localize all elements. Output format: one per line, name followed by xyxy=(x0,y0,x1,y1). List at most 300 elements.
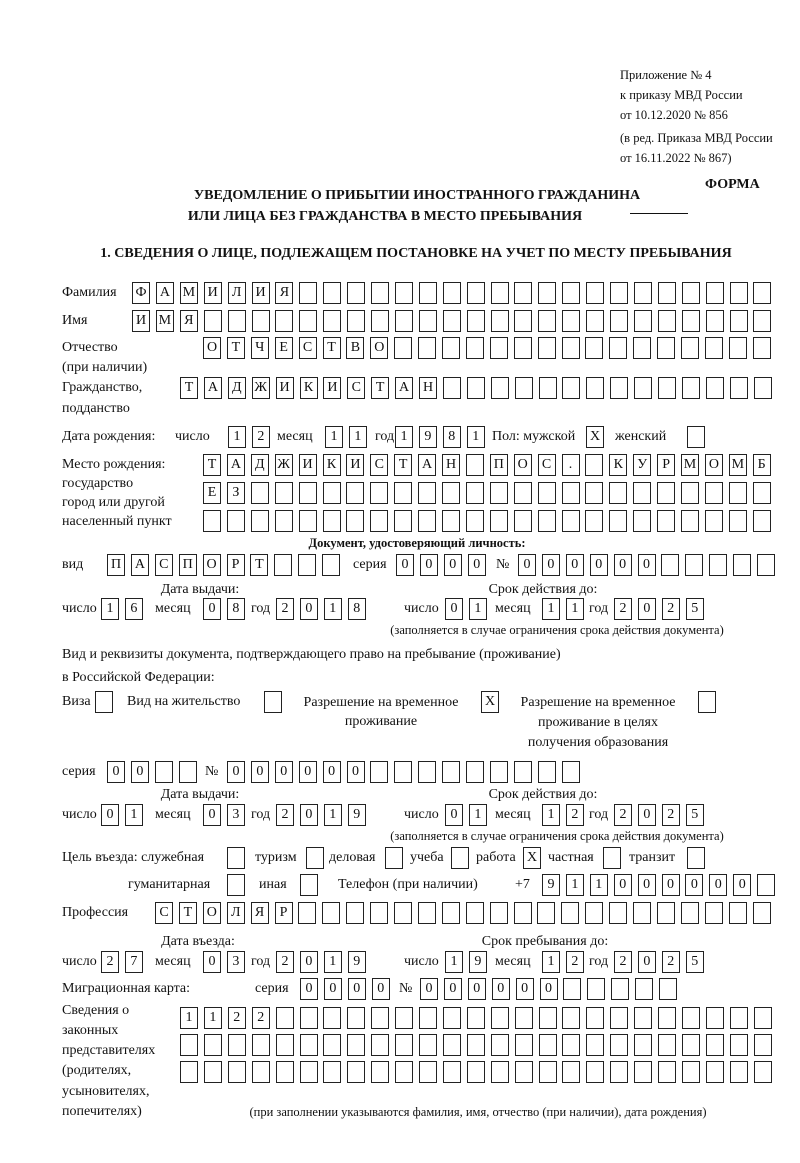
char-box[interactable] xyxy=(491,1007,509,1029)
char-box[interactable]: 1 xyxy=(445,951,463,973)
char-box[interactable] xyxy=(705,337,723,359)
char-box[interactable] xyxy=(443,1007,461,1029)
char-box[interactable] xyxy=(514,337,532,359)
char-box[interactable] xyxy=(709,554,727,576)
char-box[interactable] xyxy=(729,902,747,924)
char-box[interactable] xyxy=(371,282,389,304)
char-box[interactable]: О xyxy=(203,902,221,924)
char-box[interactable]: 0 xyxy=(275,761,293,783)
char-box[interactable] xyxy=(466,482,484,504)
char-box[interactable] xyxy=(634,1007,652,1029)
char-box[interactable] xyxy=(370,510,388,532)
char-box[interactable] xyxy=(730,310,748,332)
char-box[interactable]: 2 xyxy=(614,598,632,620)
char-box[interactable] xyxy=(586,1034,604,1056)
char-box[interactable] xyxy=(609,482,627,504)
char-box[interactable] xyxy=(298,554,316,576)
char-box[interactable]: 0 xyxy=(638,951,656,973)
char-box[interactable]: А xyxy=(395,377,413,399)
char-box[interactable] xyxy=(467,377,485,399)
char-box[interactable] xyxy=(685,554,703,576)
char-box[interactable]: Т xyxy=(250,554,268,576)
char-box[interactable] xyxy=(585,902,603,924)
char-box[interactable] xyxy=(299,282,317,304)
char-box[interactable]: С xyxy=(347,377,365,399)
char-box[interactable] xyxy=(730,1034,748,1056)
char-box[interactable] xyxy=(252,1061,270,1083)
checkbox[interactable] xyxy=(264,691,282,713)
char-box[interactable] xyxy=(754,377,772,399)
char-box[interactable]: 0 xyxy=(566,554,584,576)
char-box[interactable] xyxy=(251,482,269,504)
char-box[interactable]: М xyxy=(729,454,747,476)
char-box[interactable] xyxy=(467,1007,485,1029)
checkbox[interactable] xyxy=(306,847,324,869)
char-box[interactable]: Р xyxy=(275,902,293,924)
char-box[interactable] xyxy=(443,377,461,399)
char-box[interactable] xyxy=(514,902,532,924)
char-box[interactable] xyxy=(228,310,246,332)
char-box[interactable] xyxy=(443,282,461,304)
char-box[interactable]: 0 xyxy=(614,874,632,896)
char-box[interactable]: 0 xyxy=(444,978,462,1000)
char-box[interactable] xyxy=(586,1061,604,1083)
char-box[interactable] xyxy=(658,1061,676,1083)
char-box[interactable]: 1 xyxy=(590,874,608,896)
char-box[interactable]: 1 xyxy=(125,804,143,826)
char-box[interactable]: 0 xyxy=(324,978,342,1000)
char-box[interactable] xyxy=(730,377,748,399)
char-box[interactable]: 1 xyxy=(469,598,487,620)
char-box[interactable]: 1 xyxy=(566,598,584,620)
char-box[interactable]: 1 xyxy=(469,804,487,826)
char-box[interactable]: 0 xyxy=(542,554,560,576)
char-box[interactable] xyxy=(729,510,747,532)
char-box[interactable] xyxy=(753,310,771,332)
char-box[interactable]: 0 xyxy=(203,951,221,973)
char-box[interactable] xyxy=(300,1007,318,1029)
char-box[interactable]: 1 xyxy=(349,426,367,448)
char-box[interactable] xyxy=(658,1007,676,1029)
char-box[interactable]: Д xyxy=(251,454,269,476)
char-box[interactable] xyxy=(419,1061,437,1083)
char-box[interactable]: 0 xyxy=(492,978,510,1000)
char-box[interactable] xyxy=(490,337,508,359)
char-box[interactable] xyxy=(706,1061,724,1083)
char-box[interactable]: 1 xyxy=(204,1007,222,1029)
char-box[interactable]: 2 xyxy=(566,951,584,973)
char-box[interactable] xyxy=(323,1061,341,1083)
char-box[interactable]: И xyxy=(276,377,294,399)
char-box[interactable] xyxy=(610,1007,628,1029)
char-box[interactable]: 0 xyxy=(396,554,414,576)
char-box[interactable]: 2 xyxy=(276,804,294,826)
char-box[interactable] xyxy=(610,1061,628,1083)
char-box[interactable]: 8 xyxy=(227,598,245,620)
char-box[interactable] xyxy=(539,1007,557,1029)
char-box[interactable] xyxy=(394,510,412,532)
char-box[interactable] xyxy=(251,510,269,532)
char-box[interactable] xyxy=(682,282,700,304)
char-box[interactable] xyxy=(657,482,675,504)
char-box[interactable] xyxy=(275,510,293,532)
char-box[interactable]: Ч xyxy=(251,337,269,359)
char-box[interactable]: А xyxy=(131,554,149,576)
char-box[interactable]: 1 xyxy=(325,426,343,448)
char-box[interactable] xyxy=(682,1034,700,1056)
char-box[interactable]: П xyxy=(107,554,125,576)
char-box[interactable] xyxy=(418,510,436,532)
char-box[interactable] xyxy=(754,1007,772,1029)
char-box[interactable] xyxy=(276,1061,294,1083)
char-box[interactable]: 2 xyxy=(662,598,680,620)
char-box[interactable] xyxy=(276,1007,294,1029)
char-box[interactable] xyxy=(705,902,723,924)
char-box[interactable] xyxy=(395,310,413,332)
char-box[interactable] xyxy=(322,902,340,924)
char-box[interactable]: 0 xyxy=(685,874,703,896)
char-box[interactable] xyxy=(394,902,412,924)
char-box[interactable]: 0 xyxy=(300,598,318,620)
char-box[interactable] xyxy=(753,510,771,532)
char-box[interactable]: М xyxy=(180,282,198,304)
char-box[interactable] xyxy=(443,1034,461,1056)
char-box[interactable] xyxy=(490,761,508,783)
char-box[interactable] xyxy=(586,310,604,332)
char-box[interactable] xyxy=(418,482,436,504)
char-box[interactable] xyxy=(610,377,628,399)
char-box[interactable] xyxy=(537,902,555,924)
char-box[interactable] xyxy=(252,1034,270,1056)
char-box[interactable] xyxy=(563,978,581,1000)
checkbox[interactable] xyxy=(687,847,705,869)
char-box[interactable]: К xyxy=(323,454,341,476)
char-box[interactable] xyxy=(419,1034,437,1056)
char-box[interactable] xyxy=(586,282,604,304)
char-box[interactable] xyxy=(514,310,532,332)
char-box[interactable] xyxy=(323,510,341,532)
checkbox[interactable]: X xyxy=(481,691,499,713)
char-box[interactable]: Ж xyxy=(275,454,293,476)
char-box[interactable] xyxy=(371,310,389,332)
char-box[interactable] xyxy=(466,761,484,783)
char-box[interactable] xyxy=(610,310,628,332)
char-box[interactable] xyxy=(419,310,437,332)
char-box[interactable] xyxy=(371,1034,389,1056)
checkbox[interactable] xyxy=(698,691,716,713)
char-box[interactable] xyxy=(491,310,509,332)
char-box[interactable] xyxy=(204,310,222,332)
char-box[interactable]: 1 xyxy=(395,426,413,448)
char-box[interactable] xyxy=(442,337,460,359)
char-box[interactable] xyxy=(491,1061,509,1083)
checkbox[interactable] xyxy=(95,691,113,713)
char-box[interactable]: Я xyxy=(251,902,269,924)
char-box[interactable] xyxy=(467,1034,485,1056)
char-box[interactable]: 2 xyxy=(614,951,632,973)
char-box[interactable] xyxy=(491,282,509,304)
char-box[interactable]: 1 xyxy=(542,804,560,826)
char-box[interactable] xyxy=(757,554,775,576)
char-box[interactable] xyxy=(633,337,651,359)
char-box[interactable]: 9 xyxy=(348,951,366,973)
char-box[interactable]: 0 xyxy=(101,804,119,826)
char-box[interactable]: 1 xyxy=(542,951,560,973)
char-box[interactable]: 0 xyxy=(638,598,656,620)
char-box[interactable] xyxy=(657,902,675,924)
char-box[interactable] xyxy=(370,482,388,504)
char-box[interactable]: 0 xyxy=(299,761,317,783)
checkbox[interactable] xyxy=(687,426,705,448)
char-box[interactable]: 0 xyxy=(300,978,318,1000)
char-box[interactable] xyxy=(490,902,508,924)
char-box[interactable]: С xyxy=(299,337,317,359)
char-box[interactable] xyxy=(729,337,747,359)
char-box[interactable]: Р xyxy=(227,554,245,576)
char-box[interactable] xyxy=(681,337,699,359)
char-box[interactable] xyxy=(729,482,747,504)
char-box[interactable] xyxy=(204,1034,222,1056)
char-box[interactable]: 0 xyxy=(516,978,534,1000)
char-box[interactable]: И xyxy=(299,454,317,476)
char-box[interactable]: 0 xyxy=(323,761,341,783)
char-box[interactable] xyxy=(442,902,460,924)
char-box[interactable] xyxy=(419,1007,437,1029)
char-box[interactable]: З xyxy=(227,482,245,504)
char-box[interactable]: М xyxy=(156,310,174,332)
char-box[interactable] xyxy=(658,1034,676,1056)
char-box[interactable] xyxy=(538,282,556,304)
char-box[interactable] xyxy=(633,510,651,532)
char-box[interactable] xyxy=(228,1034,246,1056)
char-box[interactable] xyxy=(539,1034,557,1056)
char-box[interactable] xyxy=(347,1034,365,1056)
char-box[interactable] xyxy=(228,1061,246,1083)
char-box[interactable]: 1 xyxy=(228,426,246,448)
char-box[interactable] xyxy=(705,482,723,504)
char-box[interactable] xyxy=(538,510,556,532)
char-box[interactable] xyxy=(275,482,293,504)
char-box[interactable]: 0 xyxy=(733,874,751,896)
char-box[interactable] xyxy=(514,761,532,783)
char-box[interactable] xyxy=(587,978,605,1000)
char-box[interactable] xyxy=(204,1061,222,1083)
char-box[interactable] xyxy=(442,482,460,504)
char-box[interactable] xyxy=(466,902,484,924)
char-box[interactable]: 8 xyxy=(348,598,366,620)
char-box[interactable]: 2 xyxy=(101,951,119,973)
char-box[interactable] xyxy=(252,310,270,332)
char-box[interactable] xyxy=(634,1061,652,1083)
char-box[interactable] xyxy=(754,1034,772,1056)
char-box[interactable] xyxy=(491,377,509,399)
char-box[interactable] xyxy=(323,1007,341,1029)
char-box[interactable]: 2 xyxy=(276,598,294,620)
char-box[interactable]: О xyxy=(203,337,221,359)
char-box[interactable]: 0 xyxy=(468,978,486,1000)
char-box[interactable]: 9 xyxy=(348,804,366,826)
char-box[interactable]: А xyxy=(227,454,245,476)
char-box[interactable] xyxy=(635,978,653,1000)
char-box[interactable]: 2 xyxy=(566,804,584,826)
char-box[interactable] xyxy=(657,337,675,359)
char-box[interactable] xyxy=(657,510,675,532)
char-box[interactable] xyxy=(300,1034,318,1056)
char-box[interactable] xyxy=(347,310,365,332)
char-box[interactable]: Т xyxy=(323,337,341,359)
char-box[interactable] xyxy=(753,337,771,359)
char-box[interactable] xyxy=(586,1007,604,1029)
checkbox[interactable] xyxy=(227,874,245,896)
char-box[interactable]: 0 xyxy=(518,554,536,576)
char-box[interactable]: 1 xyxy=(566,874,584,896)
char-box[interactable]: Т xyxy=(180,377,198,399)
char-box[interactable] xyxy=(681,510,699,532)
char-box[interactable]: 0 xyxy=(614,554,632,576)
char-box[interactable] xyxy=(466,454,484,476)
char-box[interactable] xyxy=(585,454,603,476)
char-box[interactable] xyxy=(298,902,316,924)
char-box[interactable]: 0 xyxy=(638,874,656,896)
char-box[interactable] xyxy=(370,902,388,924)
char-box[interactable]: К xyxy=(300,377,318,399)
char-box[interactable] xyxy=(515,1007,533,1029)
char-box[interactable]: 1 xyxy=(542,598,560,620)
char-box[interactable] xyxy=(659,978,677,1000)
char-box[interactable]: 0 xyxy=(540,978,558,1000)
checkbox[interactable] xyxy=(603,847,621,869)
char-box[interactable]: В xyxy=(346,337,364,359)
char-box[interactable]: О xyxy=(203,554,221,576)
char-box[interactable]: С xyxy=(155,902,173,924)
char-box[interactable]: 0 xyxy=(347,761,365,783)
char-box[interactable]: 2 xyxy=(228,1007,246,1029)
char-box[interactable] xyxy=(443,1061,461,1083)
char-box[interactable] xyxy=(418,337,436,359)
char-box[interactable]: 0 xyxy=(709,874,727,896)
char-box[interactable] xyxy=(658,377,676,399)
char-box[interactable]: Е xyxy=(275,337,293,359)
char-box[interactable]: И xyxy=(204,282,222,304)
char-box[interactable] xyxy=(346,902,364,924)
char-box[interactable]: Т xyxy=(203,454,221,476)
char-box[interactable]: Д xyxy=(228,377,246,399)
char-box[interactable]: 0 xyxy=(420,978,438,1000)
char-box[interactable] xyxy=(299,482,317,504)
char-box[interactable] xyxy=(418,902,436,924)
char-box[interactable] xyxy=(371,1061,389,1083)
checkbox[interactable] xyxy=(385,847,403,869)
char-box[interactable] xyxy=(706,1034,724,1056)
char-box[interactable]: 1 xyxy=(467,426,485,448)
char-box[interactable] xyxy=(347,282,365,304)
char-box[interactable] xyxy=(733,554,751,576)
char-box[interactable] xyxy=(610,1034,628,1056)
char-box[interactable]: 9 xyxy=(469,951,487,973)
char-box[interactable] xyxy=(515,377,533,399)
char-box[interactable] xyxy=(394,337,412,359)
char-box[interactable] xyxy=(658,282,676,304)
char-box[interactable] xyxy=(395,1007,413,1029)
char-box[interactable] xyxy=(538,761,556,783)
checkbox[interactable] xyxy=(300,874,318,896)
char-box[interactable]: К xyxy=(609,454,627,476)
char-box[interactable] xyxy=(753,282,771,304)
char-box[interactable]: 0 xyxy=(131,761,149,783)
char-box[interactable]: А xyxy=(204,377,222,399)
char-box[interactable] xyxy=(681,902,699,924)
char-box[interactable]: И xyxy=(132,310,150,332)
char-box[interactable] xyxy=(609,510,627,532)
char-box[interactable] xyxy=(682,1007,700,1029)
char-box[interactable] xyxy=(706,1007,724,1029)
char-box[interactable] xyxy=(467,310,485,332)
char-box[interactable] xyxy=(371,1007,389,1029)
char-box[interactable]: Н xyxy=(442,454,460,476)
char-box[interactable]: 5 xyxy=(686,598,704,620)
char-box[interactable]: 0 xyxy=(638,804,656,826)
char-box[interactable]: 0 xyxy=(638,554,656,576)
char-box[interactable] xyxy=(418,761,436,783)
char-box[interactable]: 2 xyxy=(614,804,632,826)
char-box[interactable] xyxy=(395,1034,413,1056)
char-box[interactable] xyxy=(730,1007,748,1029)
char-box[interactable] xyxy=(658,310,676,332)
char-box[interactable]: П xyxy=(179,554,197,576)
char-box[interactable] xyxy=(442,510,460,532)
char-box[interactable] xyxy=(322,554,340,576)
char-box[interactable] xyxy=(539,377,557,399)
char-box[interactable] xyxy=(682,1061,700,1083)
char-box[interactable] xyxy=(538,482,556,504)
char-box[interactable]: 1 xyxy=(101,598,119,620)
char-box[interactable] xyxy=(585,482,603,504)
char-box[interactable] xyxy=(561,902,579,924)
char-box[interactable]: Б xyxy=(753,454,771,476)
char-box[interactable] xyxy=(346,510,364,532)
char-box[interactable]: 2 xyxy=(662,804,680,826)
checkbox[interactable] xyxy=(451,847,469,869)
char-box[interactable] xyxy=(634,1034,652,1056)
char-box[interactable] xyxy=(419,282,437,304)
char-box[interactable]: М xyxy=(681,454,699,476)
char-box[interactable] xyxy=(562,1061,580,1083)
char-box[interactable]: Т xyxy=(227,337,245,359)
char-box[interactable]: 6 xyxy=(125,598,143,620)
checkbox[interactable]: X xyxy=(586,426,604,448)
char-box[interactable]: Я xyxy=(275,282,293,304)
char-box[interactable] xyxy=(562,310,580,332)
char-box[interactable]: 3 xyxy=(227,951,245,973)
char-box[interactable]: 0 xyxy=(445,598,463,620)
char-box[interactable] xyxy=(515,1061,533,1083)
char-box[interactable]: С xyxy=(155,554,173,576)
char-box[interactable]: 0 xyxy=(372,978,390,1000)
char-box[interactable]: 2 xyxy=(252,1007,270,1029)
char-box[interactable] xyxy=(490,510,508,532)
char-box[interactable] xyxy=(585,337,603,359)
char-box[interactable] xyxy=(634,377,652,399)
char-box[interactable] xyxy=(706,282,724,304)
char-box[interactable]: О xyxy=(514,454,532,476)
char-box[interactable] xyxy=(706,310,724,332)
char-box[interactable] xyxy=(514,482,532,504)
char-box[interactable] xyxy=(705,510,723,532)
char-box[interactable] xyxy=(443,310,461,332)
char-box[interactable]: 5 xyxy=(686,804,704,826)
char-box[interactable] xyxy=(585,510,603,532)
char-box[interactable]: Т xyxy=(394,454,412,476)
